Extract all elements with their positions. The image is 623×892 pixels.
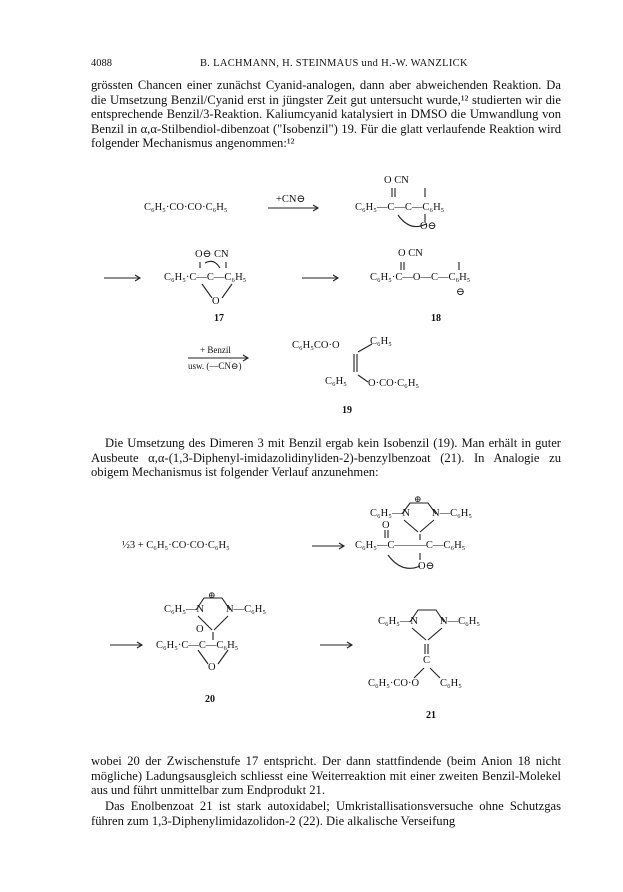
page-number: 4088 (91, 58, 112, 69)
intermediate-20-plus: ⊕ (208, 590, 216, 600)
intermediate-20-main: C₆H₅·C—C—C₆H₅ (156, 640, 239, 651)
isobenzil-bottom-left: C₆H₅ (325, 376, 347, 387)
paragraph-2: Die Umsetzung des Dimeren 3 mit Benzil ergab kein Isobenzil (19). Man erhält in guter Ausbeute α,α-(1,3-Diphenyl-imidazolidinyliden-2)-benzylbenzoat (21). In Analogie zu obigem Mechanismus ist folgender Verlauf anzunehmen: (91, 436, 561, 480)
isobenzil-top-left: C₆H₅CO·O (292, 340, 340, 351)
adduct-ring-right: N—C₆H₅ (432, 508, 472, 519)
label-20: 20 (205, 694, 215, 705)
intermediate-18-charge: ⊖ (456, 287, 465, 298)
adduct-carbonyl-o: O (382, 520, 390, 531)
product-21-ester: C₆H₅·CO·O (368, 678, 420, 689)
intermediate-20-epoxide-o: O (208, 662, 216, 673)
intermediate-17-main: C₆H₅·C—C—C₆H₅ (164, 272, 247, 283)
paragraph-4: Das Enolbenzoat 21 ist stark autoxidabel; Umkristallisationsversuche ohne Schutzgas führen zum 1,3-Diphenylimidazolidon-2 (22). Die alkalische Verseifung (91, 799, 561, 828)
paragraph-1: grössten Chancen einer zunächst Cyanid-analogen, dann aber abweichenden Reaktion. Da die Umsetzung Benzil/Cyanid erst in jüngster Zeit gut untersucht wurde,¹² studierten wir die entsprechende Benzil/3-Reaktion. Kaliumcyanid katalysiert in DMSO die Umwandlung von Benzil in α,α-Stilbendiol-dibenzoat ("Isobenzil") 19. Für die glatt verlaufende Reaktion wird folgender Mechanismus angenommen:¹² (91, 78, 561, 151)
isobenzil-top-right: C₆H₅ (370, 336, 392, 347)
label-17: 17 (214, 313, 224, 324)
product-21-phenyl: C₆H₅ (440, 678, 462, 689)
intermediate-20-ring-left: C₆H₅—N (164, 604, 204, 615)
adduct-ring-left: C₆H₅—N (370, 508, 410, 519)
adduct-main-chain: C₆H₅—C———C—C₆H₅ (355, 540, 466, 551)
paragraph-3: wobei 20 der Zwischenstufe 17 entspricht. Der dann stattfindende (beim Anion 18 nicht mögliche) Ladungsausgleich schliesst eine Weiterreaktion mit einer zweiten Benzil-Molekel aus und führt unmittelbar zum Endprodukt 21. (91, 754, 561, 798)
intermediate-20-ring-right: N—C₆H₅ (226, 604, 266, 615)
product-21-ring-right: N—C₆H₅ (440, 616, 480, 627)
intermediate-20-o: O (196, 624, 204, 635)
adduct-oxyanion: O⊖ (420, 221, 437, 232)
running-head-authors: B. LACHMANN, H. STEINMAUS und H.-W. WANZLICK (200, 58, 468, 69)
intermediate-17-oxygen: O (212, 296, 220, 307)
reagent-minus-cyanide: usw. (—CN⊖) (188, 361, 242, 371)
intermediate-18-top: O CN (398, 248, 423, 259)
product-21-c: C (423, 655, 431, 666)
reagent-benzil: + Benzil (200, 345, 231, 355)
adduct-ring-plus: ⊕ (414, 494, 422, 504)
cyanide-reagent: +CN⊖ (276, 194, 306, 205)
intermediate-18-main: C₆H₅·C—O—C—C₆H₅ (370, 272, 471, 283)
label-18: 18 (431, 313, 441, 324)
isobenzil-bottom-right: O·CO·C₆H₅ (368, 378, 420, 389)
adduct-main: C₆H₅—C—C—C₆H₅ (355, 202, 445, 213)
scheme2-reactants: ½3 + C₆H₅·CO·CO·C₆H₅ (122, 540, 230, 551)
adduct-oxyanion-2: O⊖ (418, 561, 435, 572)
product-21-ring-left: C₆H₅—N (378, 616, 418, 627)
intermediate-17-top: O⊖ CN (195, 249, 229, 260)
benzil-formula: C₆H₅·CO·CO·C₆H₅ (144, 202, 228, 213)
label-19: 19 (342, 405, 352, 416)
adduct-top: O CN (384, 175, 409, 186)
label-21: 21 (426, 710, 436, 721)
